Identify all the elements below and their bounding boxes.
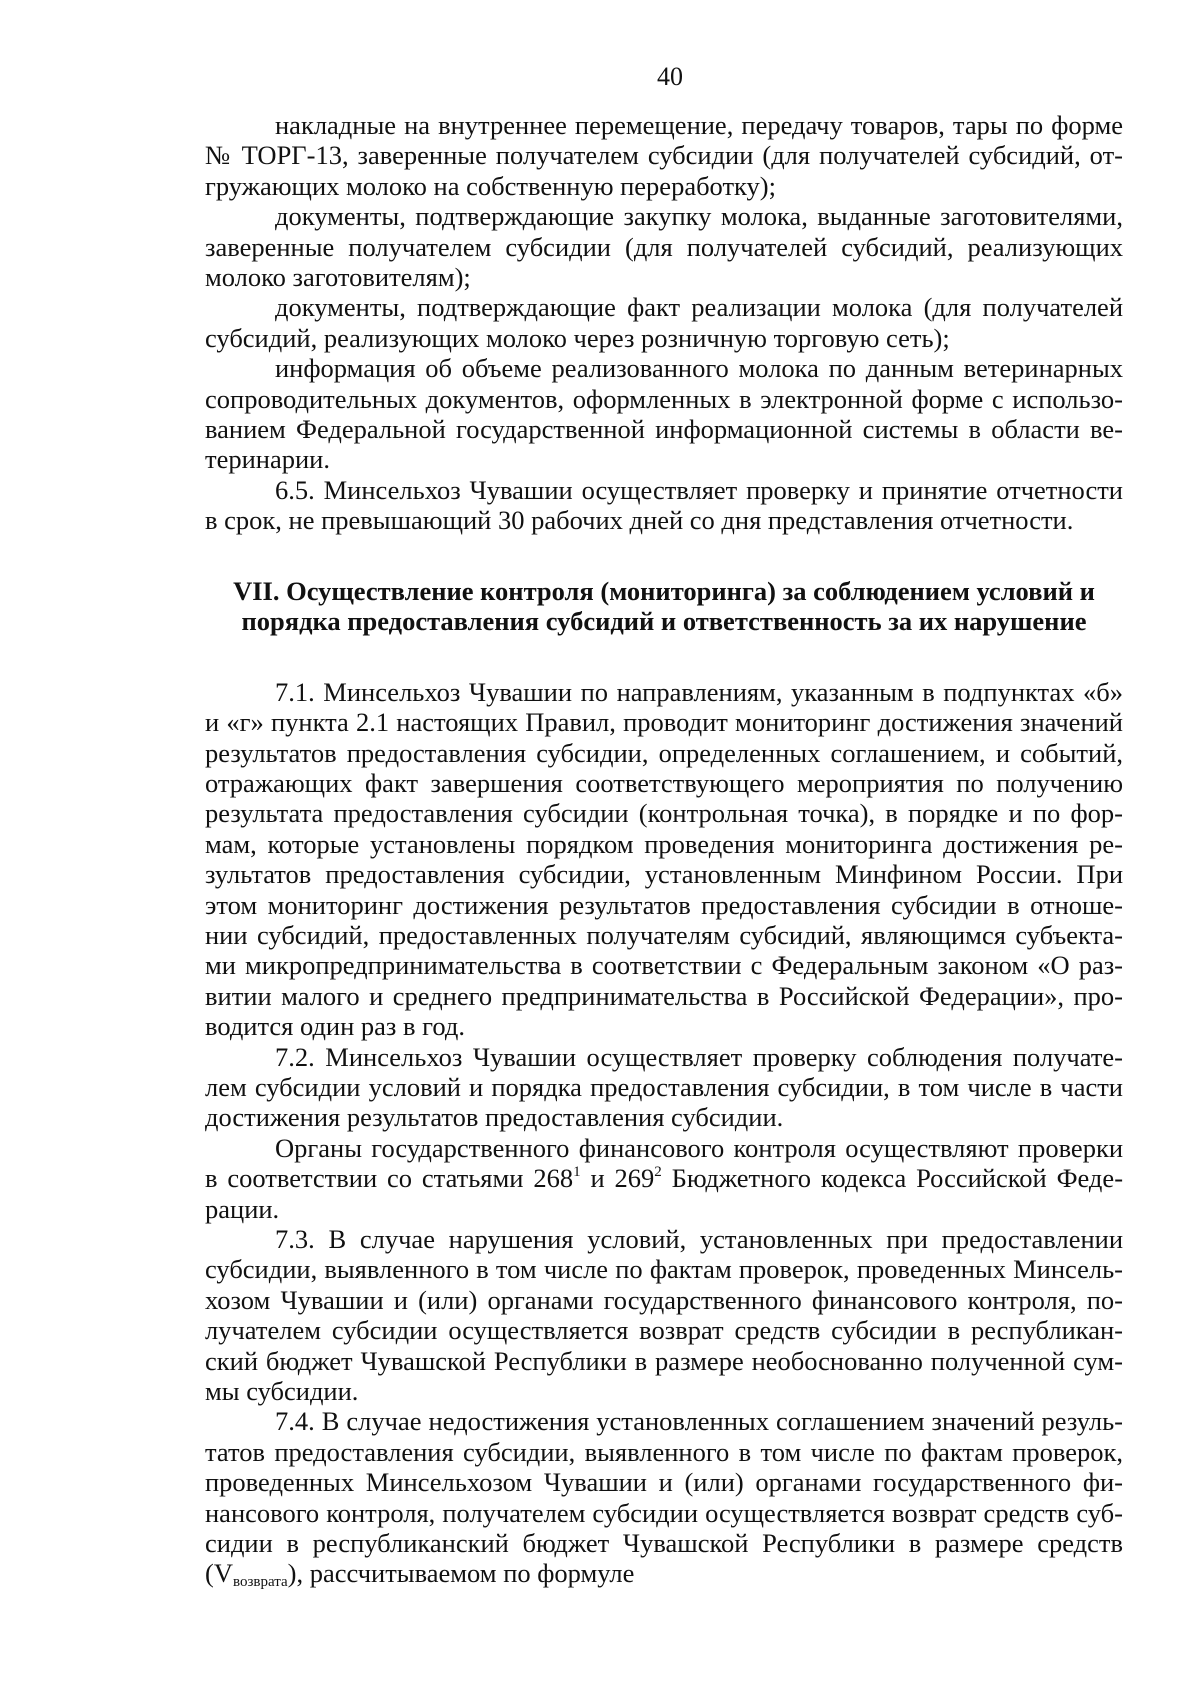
paragraph-6-5: 6.5. Минсельхоз Чувашии осуществляет проверку и принятие отчетности в срок, не превышающий 30 рабочих дней со дня представления отчетности. [205, 474, 1123, 536]
document-page [205, 62, 1123, 1589]
paragraph-7-1: 7.1. Минсельхоз Чувашии по направлениям, указанным в подпунктах «б» и «г» пункта 2.1 настоящих Правил, проводит мониторинг достижения значений результатов предоставления субсидии, определенных соглашением, и событий, отражающих факт завершения соответствующего мероприятия по получению результата предоставления субсидии (контрольная точка), в порядке и по формам, которые установлены порядком проведения мониторинга достижения результатов предоставления субсидии, установленным Минфином России. При этом мониторинг достижения результатов предоставления субсидии в отношении субсидий, предоставленных получателям субсидий, являющимся субъектами микропредпринимательства в соответствии с Федеральным законом «О развитии малого и среднего предпринимательства в Российской Федерации», проводится один раз в год. [205, 676, 1123, 1042]
paragraph-7-3: 7.3. В случае нарушения условий, установленных при предоставлении субсидии, выявленного в том числе по фактам проверок, проведенных Минсельхозом Чувашии и (или) органами государственного финансового контроля, получателем субсидии осуществляется возврат средств субсидии в республиканский бюджет Чувашской Республики в размере необоснованно полученной суммы субсидии. [205, 1224, 1123, 1407]
audit-text-start: Органы государственного финансового контроля осуществляют проверки в соответствии со статьями 268 [205, 1132, 1123, 1194]
section-heading-line-1: VII. Осуществление контроля (мониторинга) за соблюдением условий и [233, 575, 1095, 606]
page-number: 40 [657, 62, 683, 91]
audit-text-middle: и 269 [580, 1163, 655, 1194]
paragraph-financial-control [205, 1133, 1123, 1224]
v-return-subscript: возврата [232, 1574, 288, 1591]
section-heading-line-2: порядка предоставления субсидий и ответственность за их нарушение [241, 606, 1087, 637]
paragraph-7-2: 7.2. Минсельхоз Чувашии осуществляет проверку соблюдения получателем субсидии условий и порядка предоставления субсидии, в том числе в части достижения результатов предоставления субсидии. [205, 1041, 1123, 1133]
paragraph-torg13: накладные на внутреннее перемещение, передачу товаров, тары по форме № ТОРГ-13, заверенные получателем субсидии (для получателей субсидий, отгружающих молоко на собственную переработку); [205, 110, 1123, 201]
paragraph-veterinary-info: информация об объеме реализованного молока по данным ветеринарных сопроводительных документов, оформленных в электронной форме с использованием Федеральной государственной информационной системы в области ветеринарии. [205, 353, 1123, 475]
audit-text-end: Бюджетного кодекса Российской Федерации. [205, 1163, 1124, 1224]
article-268-superscript: 1 [573, 1164, 581, 1181]
paragraph-sale-documents: документы, подтверждающие факт реализации молока (для получателей субсидий, реализующих молоко через розничную торговую сеть); [205, 292, 1123, 353]
paragraph-purchase-documents: документы, подтверждающие закупку молока, выданные заготовителями, заверенные получателем субсидии (для получателей субсидий, реализующих молоко заготовителям); [205, 201, 1123, 293]
article-269-superscript: 2 [654, 1164, 662, 1181]
paragraph-7-4 [205, 1406, 1123, 1591]
formula-text-end: ), рассчитываемом по формуле [287, 1558, 635, 1589]
section-heading [205, 576, 1123, 637]
formula-text-start: 7.4. В случае недостижения установленных соглашением значений результатов предоставления субсидии, выявленного в том числе по фактам проверок, проведенных Минсельхозом Чувашии и (или) органами государственного финансового контроля, получателем субсидии осуществляется возврат средств субсидии в республиканский бюджет Чувашской Республики в размере средств (V [205, 1406, 1123, 1589]
